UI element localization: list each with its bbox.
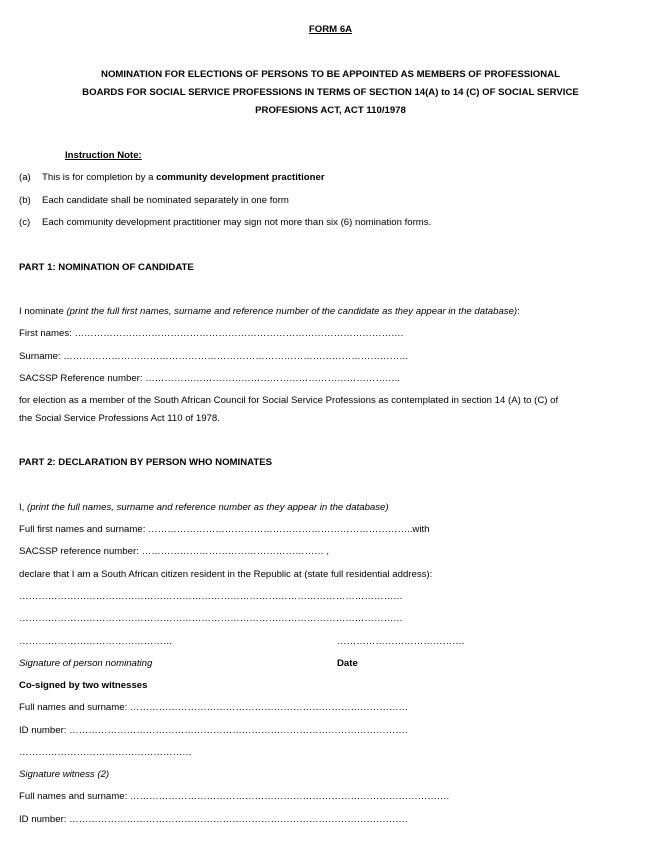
nominator-signature-label: Signature of person nominating — [19, 658, 153, 669]
instruction-item-a: This is for completion by a community development practitioner — [42, 172, 325, 183]
title-line-3: PROFESIONS ACT, ACT 110/1978 — [255, 105, 406, 116]
date-line[interactable]: …………………………………. — [337, 636, 465, 647]
date-label: Date — [337, 658, 358, 669]
witness2-signature-label: Signature witness (2) — [19, 769, 110, 780]
nominator-full-names-field[interactable]: Full first names and surname: ………………………………………………………………………..with — [19, 524, 430, 535]
election-text-line-2: the Social Service Professions Act 110 of 1978. — [19, 413, 220, 424]
part2-heading: PART 2: DECLARATION BY PERSON WHO NOMINATES — [19, 457, 272, 468]
witness2-names-field[interactable]: Full names and surname: ………………………………………………………………………………………. — [19, 791, 450, 802]
surname-field[interactable]: Surname: ……………………………………………………………………………………………… — [19, 351, 409, 362]
part1-intro: I nominate (print the full first names, surname and reference number of the candidate as they appear in the database): — [19, 306, 520, 317]
witness1-names-field[interactable]: Full names and surname: …………………………………………………………………………… — [19, 702, 409, 713]
instruction-heading: Instruction Note: — [65, 150, 142, 161]
nominator-reference-field[interactable]: SACSSP reference number: ………………………………………………… , — [19, 546, 330, 557]
first-names-field[interactable]: First names: …………………………………………………………………………………………. — [19, 328, 404, 339]
witness2-id-field[interactable]: ID number: ……………………………………………………………………………………………. — [19, 814, 408, 825]
election-text-line-1: for election as a member of the South African Council for Social Service Professions as contemplated in section 14 (A) to (C) of — [19, 395, 559, 406]
part2-intro: I, (print the full names, surname and reference number as they appear in the database) — [19, 502, 389, 513]
part1-heading: PART 1: NOMINATION OF CANDIDATE — [19, 262, 194, 273]
instruction-item-c: Each community development practitioner may sign not more than six (6) nomination forms. — [42, 217, 432, 228]
sacssp-reference-field[interactable]: SACSSP Reference number: …………………………………………………………………….. — [19, 373, 400, 384]
address-line-2[interactable]: ………………………………………………………………………………………………………… — [19, 613, 403, 624]
instruction-marker-c: (c) — [19, 217, 31, 228]
address-line-1[interactable]: ………………………………………………………………………………………………………… — [19, 591, 403, 602]
witness1-id-field[interactable]: ID number: ……………………………………………………………………………………………. — [19, 725, 408, 736]
title-line-1: NOMINATION FOR ELECTIONS OF PERSONS TO BE APPOINTED AS MEMBERS OF PROFESSIONAL — [101, 69, 560, 80]
instruction-item-b: Each candidate shall be nominated separately in one form — [42, 195, 289, 206]
form-label: FORM 6A — [308, 24, 353, 35]
declaration-text: declare that I am a South African citizen resident in the Republic at (state full residential address): — [19, 569, 433, 580]
instruction-marker-a: (a) — [19, 172, 31, 183]
instruction-marker-b: (b) — [19, 195, 31, 206]
nominator-signature-line[interactable]: ………………………………………… — [19, 636, 173, 647]
cosigned-heading: Co-signed by two witnesses — [19, 680, 148, 691]
witness1-signature-line[interactable]: ……………………………………………… — [19, 747, 192, 758]
title-line-2: BOARDS FOR SOCIAL SERVICE PROFESSIONS IN TERMS OF SECTION 14(A) to 14 (C) OF SOCIAL SERVICE — [82, 87, 579, 98]
